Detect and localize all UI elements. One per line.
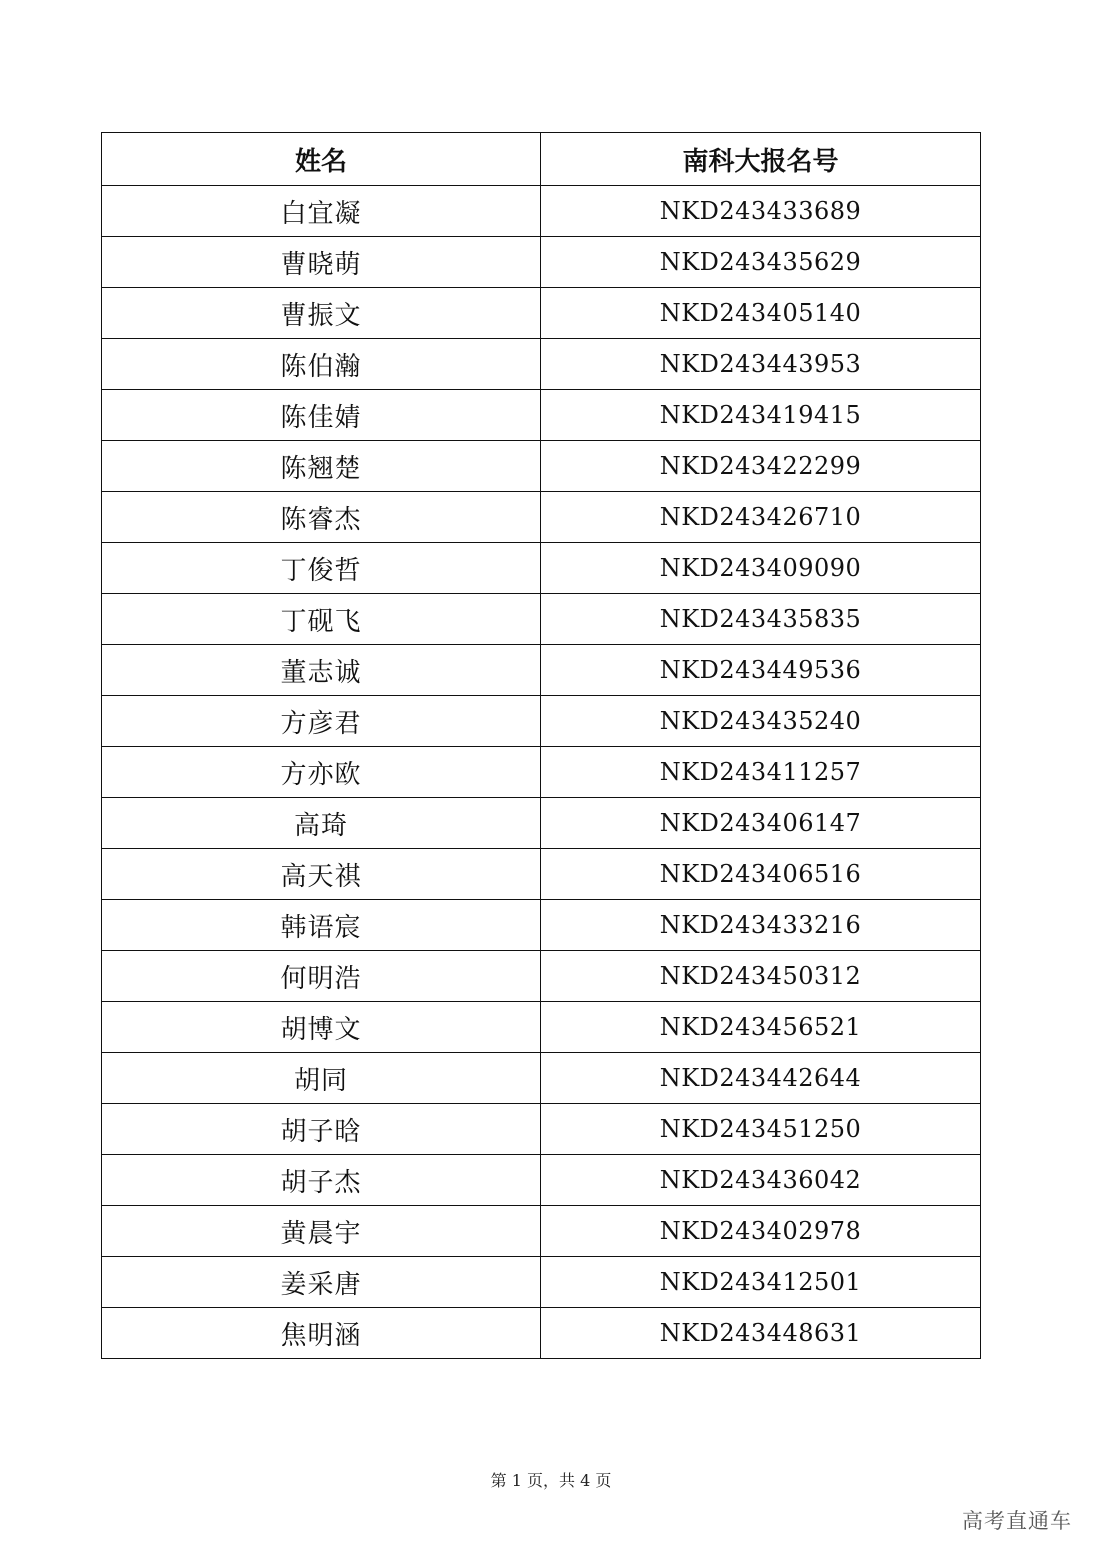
table-row <box>102 1053 981 1104</box>
cell-name: 高琦 <box>102 798 541 849</box>
cell-name: 胡同 <box>102 1053 541 1104</box>
cell-registration-number: NKD243451250 <box>541 1104 981 1155</box>
cell-name: 黄晨宇 <box>102 1206 541 1257</box>
roster-table <box>101 132 981 1359</box>
table-row <box>102 696 981 747</box>
cell-registration-number: NKD243435629 <box>541 237 981 288</box>
cell-registration-number: NKD243405140 <box>541 288 981 339</box>
cell-registration-number: NKD243402978 <box>541 1206 981 1257</box>
table-row <box>102 1206 981 1257</box>
cell-registration-number: NKD243422299 <box>541 441 981 492</box>
cell-name: 董志诚 <box>102 645 541 696</box>
cell-registration-number: NKD243433689 <box>541 186 981 237</box>
cell-name: 陈伯瀚 <box>102 339 541 390</box>
cell-name: 丁俊哲 <box>102 543 541 594</box>
roster-body <box>102 186 981 1359</box>
cell-name: 陈翘楚 <box>102 441 541 492</box>
table-row <box>102 1308 981 1359</box>
cell-name: 丁砚飞 <box>102 594 541 645</box>
table-row <box>102 645 981 696</box>
cell-name: 方亦欧 <box>102 747 541 798</box>
cell-name: 陈佳婧 <box>102 390 541 441</box>
table-row <box>102 339 981 390</box>
table-row <box>102 849 981 900</box>
table-row <box>102 390 981 441</box>
table-row <box>102 951 981 1002</box>
cell-name: 胡子杰 <box>102 1155 541 1206</box>
cell-name: 胡博文 <box>102 1002 541 1053</box>
header-name: 姓名 <box>102 133 541 186</box>
cell-registration-number: NKD243406516 <box>541 849 981 900</box>
table-row <box>102 798 981 849</box>
cell-registration-number: NKD243448631 <box>541 1308 981 1359</box>
cell-registration-number: NKD243450312 <box>541 951 981 1002</box>
cell-registration-number: NKD243411257 <box>541 747 981 798</box>
cell-name: 韩语宸 <box>102 900 541 951</box>
cell-name: 陈睿杰 <box>102 492 541 543</box>
cell-name: 姜采唐 <box>102 1257 541 1308</box>
header-registration-number: 南科大报名号 <box>541 133 981 186</box>
cell-name: 焦明涵 <box>102 1308 541 1359</box>
table-row <box>102 1002 981 1053</box>
cell-name: 曹晓萌 <box>102 237 541 288</box>
watermark-text: 高考直通车 <box>962 1509 1072 1533</box>
table-header-row <box>102 133 981 186</box>
cell-registration-number: NKD243442644 <box>541 1053 981 1104</box>
cell-registration-number: NKD243436042 <box>541 1155 981 1206</box>
cell-registration-number: NKD243406147 <box>541 798 981 849</box>
table-row <box>102 747 981 798</box>
cell-name: 白宜凝 <box>102 186 541 237</box>
table-row <box>102 1104 981 1155</box>
cell-registration-number: NKD243435240 <box>541 696 981 747</box>
cell-name: 高天祺 <box>102 849 541 900</box>
table-row <box>102 288 981 339</box>
table-row <box>102 492 981 543</box>
cell-registration-number: NKD243419415 <box>541 390 981 441</box>
cell-registration-number: NKD243443953 <box>541 339 981 390</box>
cell-name: 何明浩 <box>102 951 541 1002</box>
table-row <box>102 1155 981 1206</box>
table-row <box>102 594 981 645</box>
table-row <box>102 237 981 288</box>
cell-registration-number: NKD243435835 <box>541 594 981 645</box>
table-row <box>102 900 981 951</box>
page-footer: 第 1 页，共 4 页 <box>490 1471 612 1490</box>
cell-registration-number: NKD243433216 <box>541 900 981 951</box>
cell-registration-number: NKD243409090 <box>541 543 981 594</box>
table-row <box>102 186 981 237</box>
cell-registration-number: NKD243426710 <box>541 492 981 543</box>
table-row <box>102 441 981 492</box>
table-row <box>102 1257 981 1308</box>
cell-name: 曹振文 <box>102 288 541 339</box>
cell-registration-number: NKD243412501 <box>541 1257 981 1308</box>
cell-name: 方彦君 <box>102 696 541 747</box>
cell-name: 胡子晗 <box>102 1104 541 1155</box>
cell-registration-number: NKD243449536 <box>541 645 981 696</box>
table-row <box>102 543 981 594</box>
cell-registration-number: NKD243456521 <box>541 1002 981 1053</box>
